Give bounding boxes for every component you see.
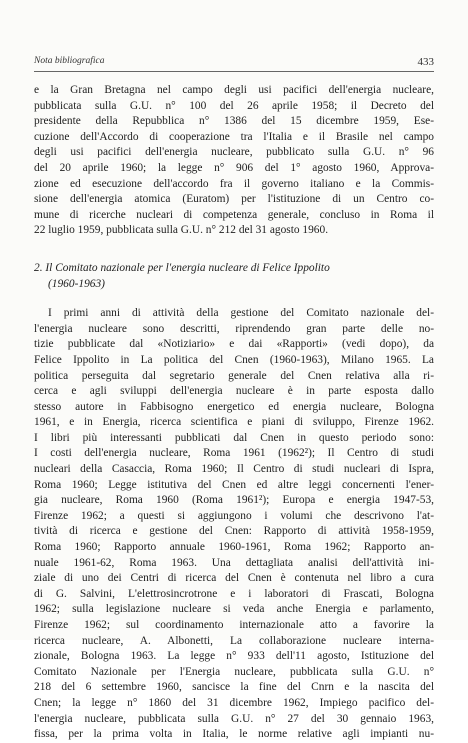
text-line: pubblicata sulla G.U. n° 100 del 26 aprile 1958; il Decreto del [34, 99, 434, 112]
text-line: cerca e agli sviluppi dell'energia nucleare è in parte esposta dallo [34, 385, 434, 398]
page-header [34, 56, 434, 72]
page-number: 433 [417, 56, 434, 68]
paragraph-1 [34, 83, 434, 239]
text-line: l'energia nucleare, pubblicata sulla G.U. n° 27 del 30 gennaio 1963, [34, 712, 434, 725]
running-title: Nota bibliografica [34, 56, 105, 66]
text-line: Cnen; la legge n° 1860 del 31 dicembre 1962, Impiego pacifico del- [34, 696, 434, 709]
text-line: 22 luglio 1959, pubblicata sulla G.U. n° 212 del 31 agosto 1960. [34, 224, 329, 237]
text-line: di G. Salvini, L'elettrosincrotrone e i laboratori di Frascati, Bologna [34, 587, 434, 600]
text-line: 1962; sulla legislazione nucleare si veda anche Energia e parlamento, [34, 603, 434, 616]
text-line: 218 del 6 settembre 1960, sancisce la fine del Cnrn e la nascita del [34, 681, 434, 694]
text-line: tività di ricerca e gestione del Cnen: Rapporto di attività 1958-1959, [34, 525, 434, 538]
section-heading [34, 261, 434, 292]
text-line: Roma 1960; Legge istitutiva del Cnen ed altre leggi concernenti l'ener- [34, 478, 434, 491]
text-line: I libri più interessanti pubblicati dal Cnen in questo periodo sono: [34, 431, 434, 444]
text-line: 1961, e in Energia, ricerca scientifica e piani di sviluppo, Firenze 1962. [34, 416, 434, 429]
text-line: cuzione dell'Accordo di cooperazione tra l'Italia e il Brasile nel campo [34, 130, 434, 143]
text-line: stesso autore in Fabbisogno energetico ed energia nucleare, Bologna [34, 400, 434, 413]
section-title-line: 2. Il Comitato nazionale per l'energia nucleare di Felice Ippolito [34, 261, 330, 274]
text-line: zione ed esecuzione dell'accordo fra il governo italiano e la Commis- [34, 177, 434, 190]
text-line: Roma 1960; Rapporto annuale 1960-1961, Roma 1962; Rapporto an- [34, 541, 434, 554]
text-line: Comitato Nazionale per l'Energia nucleare, pubblicata sulla G.U. n° [34, 665, 434, 678]
text-line: sione dell'energia atomica (Euratom) per l'istituzione di un Centro co- [34, 193, 434, 206]
text-line: tizie pubblicate dal «Notiziario» e dai «Rapporti» (vedi dopo), da [34, 338, 434, 351]
text-line: Firenze 1962; sul coordinamento internazionale atto a favorire la [34, 619, 434, 631]
text-line: fissa, per la prima volta in Italia, le norme relative agli impianti nu- [34, 728, 434, 741]
page-body [34, 83, 434, 743]
text-line: mune di ricerche nucleari di competenza generale, concluso in Roma il [34, 208, 434, 221]
text-line: degli usi pacifici dell'energia nucleare, pubblicato sulla G.U. n° 96 [34, 146, 434, 159]
section-title-line: (1960-1963) [48, 277, 105, 290]
paragraph-2 [34, 306, 434, 743]
text-line: politica perseguita dal segretario generale del Cnen relativa alla ri- [34, 369, 434, 382]
text-line: Firenze 1962; a questi si aggiungono i volumi che descrivono l'at- [34, 509, 434, 522]
text-line: ricerca nucleare, A. Albonetti, La collaborazione nucleare interna- [34, 634, 434, 647]
text-line: I costi dell'energia nucleare, Roma 1961 (1962²); Il Centro di studi [34, 447, 434, 460]
text-line: Felice Ippolito in La politica del Cnen (1960-1963), Milano 1965. La [34, 353, 434, 366]
text-line: gia nucleare, Roma 1960 (Roma 1961²); Europa e energia 1947-53, [34, 494, 434, 507]
text-line: zionale, Bologna 1963. La legge n° 933 dell'11 agosto, Istituzione del [34, 650, 434, 663]
text-line: l'energia nucleare sono descritti, riprendendo gran parte delle no- [34, 322, 434, 335]
text-line: nucleari della Casaccia, Roma 1960; Il Centro di studi nucleari di Ispra, [34, 463, 434, 476]
text-line: nuale 1961-62, Roma 1963. Una dettagliata analisi dell'attività ini- [34, 556, 434, 569]
text-line: del 20 aprile 1960; la legge n° 906 del 1° agosto 1960, Approva- [34, 161, 434, 174]
header-rule [34, 71, 434, 72]
text-line: presidente della Repubblica n° 1386 del 15 dicembre 1959, Ese- [34, 115, 434, 128]
text-line: e la Gran Bretagna nel campo degli usi pacifici dell'energia nucleare, [34, 84, 434, 96]
text-line: ziale di uno dei Centri di ricerca del Cnen è contenuta nel libro a cura [34, 572, 434, 585]
text-line: I primi anni di attività della gestione del Comitato nazionale del- [48, 307, 434, 320]
